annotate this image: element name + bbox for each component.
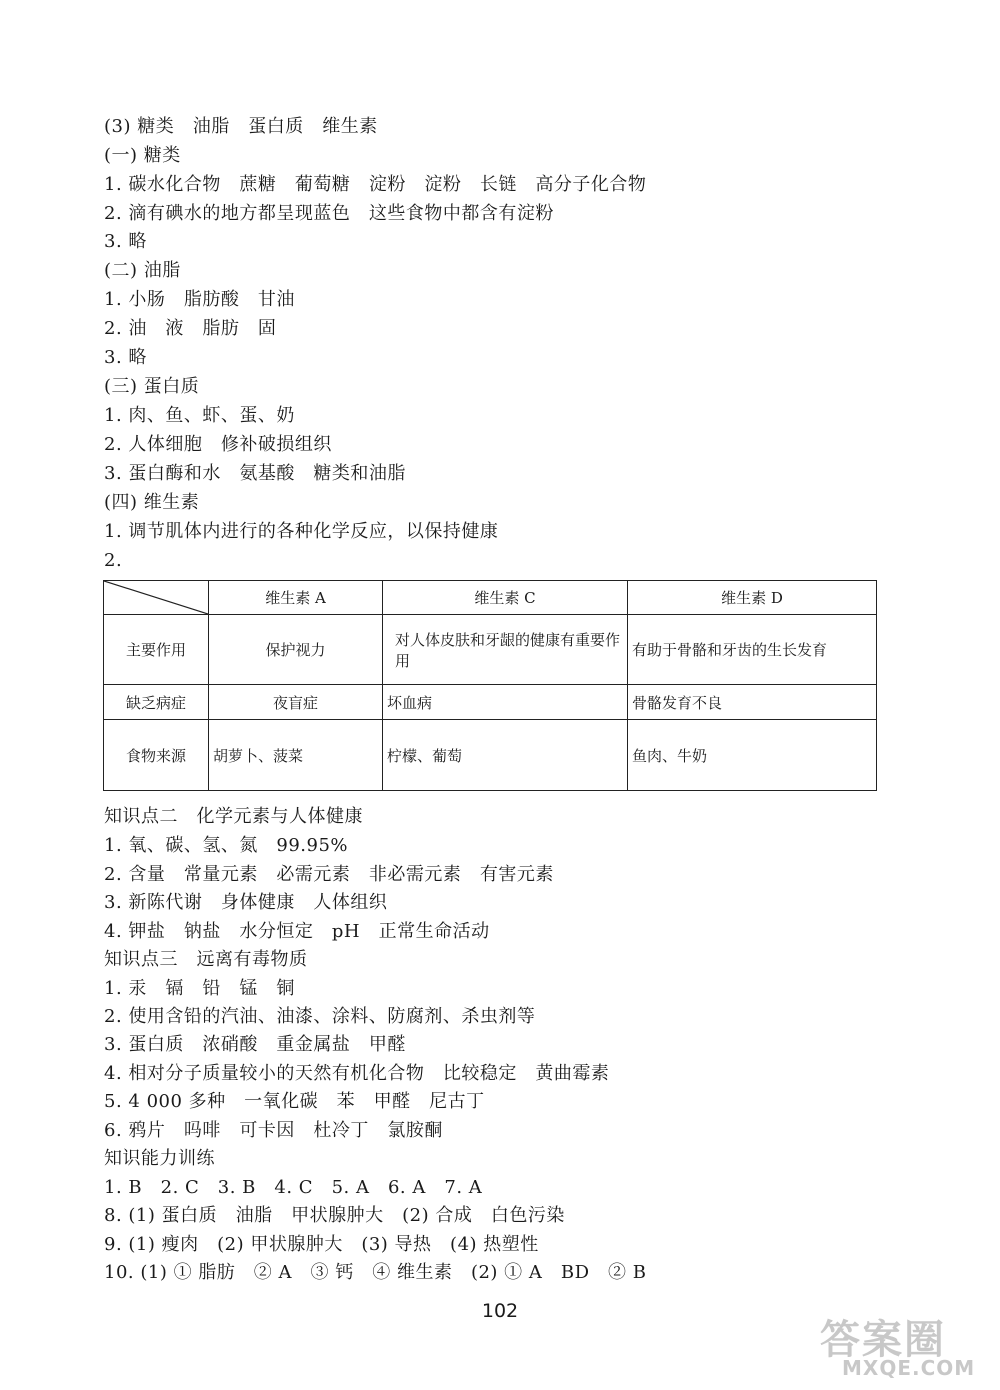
table-row [104, 685, 877, 720]
text-line: 6. 鸦片 吗啡 可卡因 杜冷丁 氯胺酮 [104, 1120, 443, 1141]
text-line: 8. (1) 蛋白质 油脂 甲状腺肿大 (2) 合成 白色污染 [104, 1205, 565, 1226]
text-line: (3) 糖类 油脂 蛋白质 维生素 [104, 116, 378, 137]
table-cell: 有助于骨骼和牙齿的生长发育 [628, 615, 877, 685]
text-line: 2. 滴有碘水的地方都呈现蓝色 这些食物中都含有淀粉 [104, 203, 554, 224]
watermark-logo [812, 1308, 992, 1386]
table-cell: 对人体皮肤和牙龈的健康有重要作用 [383, 615, 628, 685]
table-cell: 胡萝卜、菠菜 [209, 720, 383, 791]
text-line: (四) 维生素 [104, 492, 200, 513]
text-line: (三) 蛋白质 [104, 376, 200, 397]
text-line: 4. 钾盐 钠盐 水分恒定 pH 正常生命活动 [104, 921, 490, 942]
text-line: 1. 小肠 脂肪酸 甘油 [104, 289, 295, 310]
section-heading: 知识点三 远离有毒物质 [104, 949, 308, 970]
table-cell: 保护视力 [209, 615, 383, 685]
text-line: 9. (1) 瘦肉 (2) 甲状腺肿大 (3) 导热 (4) 热塑性 [104, 1234, 539, 1255]
table-header-row [104, 581, 877, 615]
text-line: 1. 汞 镉 铅 锰 铜 [104, 978, 295, 999]
diagonal-line [104, 581, 208, 614]
row-label: 缺乏病症 [104, 685, 209, 720]
table-row [104, 720, 877, 791]
section-heading: 知识点二 化学元素与人体健康 [104, 806, 363, 827]
text-line: 3. 略 [104, 231, 147, 252]
table-cell: 夜盲症 [209, 685, 383, 720]
text-line: 1. 调节肌体内进行的各种化学反应，以保持健康 [104, 521, 499, 542]
text-line: 5. 4 000 多种 一氧化碳 苯 甲醛 尼古丁 [104, 1091, 485, 1112]
text-line: 1. B 2. C 3. B 4. C 5. A 6. A 7. A [104, 1177, 483, 1198]
table-corner-cell [104, 581, 209, 615]
text-line: 2. 油 液 脂肪 固 [104, 318, 277, 339]
page-number: 102 [481, 1300, 519, 1322]
text-line: 1. 肉、鱼、虾、蛋、奶 [104, 405, 295, 426]
text-line: 2. 使用含铅的汽油、油漆、涂料、防腐剂、杀虫剂等 [104, 1006, 536, 1027]
row-label: 主要作用 [104, 615, 209, 685]
watermark-text: 答案圈 [820, 1317, 946, 1363]
text-line: (一) 糖类 [104, 145, 181, 166]
text-line: 2. 人体细胞 修补破损组织 [104, 434, 332, 455]
text-line: 2. 含量 常量元素 必需元素 非必需元素 有害元素 [104, 864, 554, 885]
text-line: 3. 略 [104, 347, 147, 368]
text-line: 3. 新陈代谢 身体健康 人体组织 [104, 892, 388, 913]
section-heading: 知识能力训练 [104, 1148, 215, 1169]
text-line: 3. 蛋白质 浓硝酸 重金属盐 甲醛 [104, 1034, 406, 1055]
row-label: 食物来源 [104, 720, 209, 791]
text-line: 4. 相对分子质量较小的天然有机化合物 比较稳定 黄曲霉素 [104, 1063, 610, 1084]
vitamin-table [103, 580, 877, 791]
text-line: 10. (1) ① 脂肪 ② A ③ 钙 ④ 维生素 (2) ① A BD ② B [104, 1262, 647, 1283]
text-line: 2. [104, 550, 123, 571]
table-cell: 骨骼发育不良 [628, 685, 877, 720]
table-row [104, 615, 877, 685]
table-cell: 鱼肉、牛奶 [628, 720, 877, 791]
table-cell: 柠檬、葡萄 [383, 720, 628, 791]
text-line: 3. 蛋白酶和水 氨基酸 糖类和油脂 [104, 463, 406, 484]
table-header-cell: 维生素 C [383, 581, 628, 615]
text-line: (二) 油脂 [104, 260, 181, 281]
text-line: 1. 碳水化合物 蔗糖 葡萄糖 淀粉 淀粉 长链 高分子化合物 [104, 174, 647, 195]
table-header-cell: 维生素 A [209, 581, 383, 615]
text-line: 1. 氧、碳、氢、氮 99.95% [104, 835, 349, 856]
watermark-url: MXQE.COM [842, 1356, 976, 1380]
table-header-cell: 维生素 D [628, 581, 877, 615]
table-cell: 坏血病 [383, 685, 628, 720]
